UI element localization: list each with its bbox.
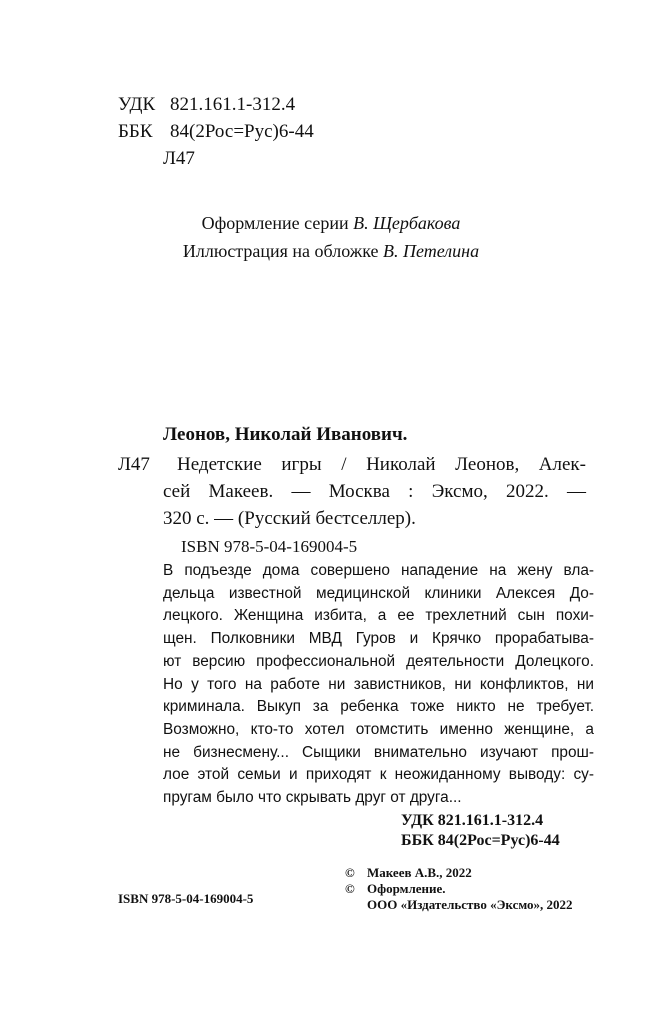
udk-label: УДК [118, 94, 156, 115]
series-design-credit [0, 213, 662, 234]
copyright-design [345, 881, 446, 897]
series-designer-name: В. Щербакова [353, 213, 461, 233]
annotation [163, 560, 594, 810]
isbn-footer: ISBN 978-5-04-169004-5 [118, 891, 254, 906]
annotation-line: дельца известной медицинской клиники Алексея До- [163, 584, 594, 602]
copyright-design-label: Оформление. [367, 881, 446, 896]
cover-illustration-label: Иллюстрация на обложке [182, 241, 379, 261]
bib-line-2: сей Макеев. — Москва : Эксмо, 2022. — [163, 481, 586, 502]
udk-bold: УДК 821.161.1-312.4 [401, 812, 544, 829]
author-code: Л47 [118, 454, 150, 475]
bbk-classification [118, 118, 314, 145]
annotation-line: щен. Полковники МВД Гуров и Крячко прорабатыва- [163, 630, 594, 648]
annotation-line: В подъезде дома совершено нападение на жену вла- [163, 562, 594, 579]
series-design-label: Оформление серии [201, 213, 349, 233]
bib-line-1: Недетские игры / Николай Леонов, Алек- [177, 454, 586, 475]
annotation-line: Но у того на работе ни завистников, ни конфликтов, ни [163, 675, 594, 693]
annotation-line: криминала. Выкуп за ребенка тоже никто не требует. [163, 698, 594, 716]
udk-classification [118, 91, 295, 118]
cover-illustrator-name: В. Петелина [383, 241, 480, 261]
copyright-symbol: © [345, 865, 355, 880]
isbn-main: ISBN 978-5-04-169004-5 [181, 537, 358, 556]
copyright-author-text: Макеев А.В., 2022 [367, 865, 472, 880]
bbk-bold: ББК 84(2Рос=Рус)6-44 [401, 832, 560, 849]
bib-line-3: 320 с. — (Русский бестселлер). [163, 508, 416, 529]
bbk-label: ББК [118, 121, 153, 142]
copyright-author [345, 865, 472, 881]
annotation-line: ют версию профессиональной деятельности Долецкого. [163, 652, 594, 670]
author-code-top: Л47 [163, 148, 195, 169]
annotation-line: пругам было что скрывать друг от друга... [163, 789, 462, 807]
annotation-line: не бизнесмену... Сыщики внимательно изучают прош- [163, 743, 594, 761]
udk-value: 821.161.1-312.4 [170, 94, 296, 115]
cover-illustration-credit [0, 241, 662, 262]
copyright-symbol: © [345, 881, 355, 896]
annotation-line: лое этой семьи и приходят к неожиданному выводу: су- [163, 766, 594, 784]
annotation-line: Возможно, кто-то хотел отомстить именно женщине, а [163, 720, 594, 738]
annotation-line: лецкого. Женщина избита, а ее трехлетний сын похи- [163, 607, 594, 625]
book-author: Леонов, Николай Иванович. [163, 424, 408, 445]
bbk-value: 84(2Рос=Рус)6-44 [170, 121, 314, 142]
copyright-publisher: ООО «Издательство «Эксмо», 2022 [367, 897, 573, 912]
